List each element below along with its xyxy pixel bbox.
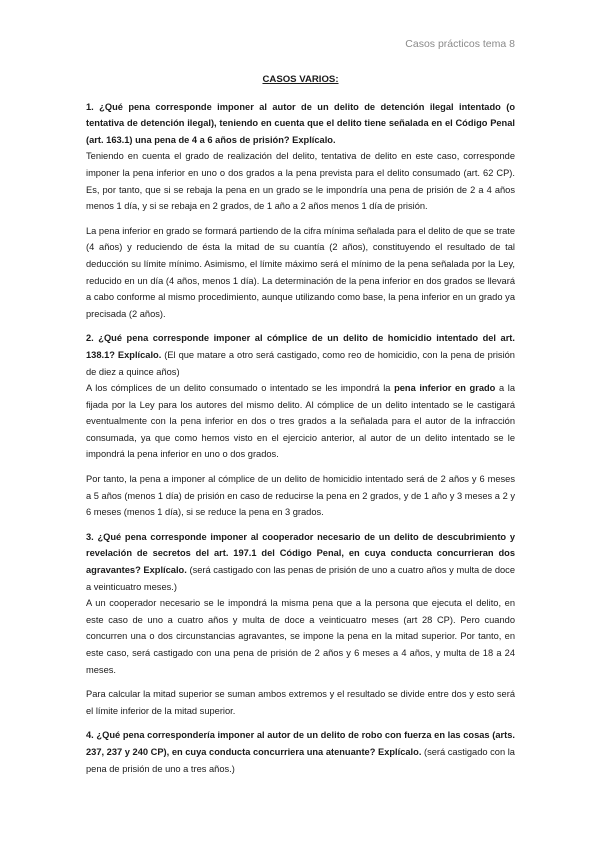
document-body: [86, 72, 515, 785]
case-3-question-note: (será castigado con las penas de prisión de uno a cuatro años y multa de doce a veinticuatro meses.): [86, 565, 515, 592]
case-2-p1-end: a la fijada por la Ley para los autores del mismo delito. Al cómplice de un delito intentado se le castigará eventualmente con la pena inferior en dos o tres grados a la señalada para el autor de la infracción consumada, ya que como hemos visto en el ejercicio anterior, al autor de un delito intentado se le impondrá la pena inferior en uno o dos grados.: [86, 383, 515, 460]
case-1-answer-paragraph-2: La pena inferior en grado se formará partiendo de la cifra mínima señalada para el delito de que se trate (4 años) y reduciendo de ésta la mitad de su cuantía (2 años), constituyendo el resultado de tal deducción su límite mínimo. Asimismo, el límite máximo será el mínimo de la pena señalada por la Ley, reducido en un día (4 años, menos 1 día). La determinación de la pena inferior en dos grados se llevará a cabo conforme al mismo procedimiento, aunque utilizando como base, la pena inferior en un grado ya precisada (2 años).: [86, 225, 515, 319]
case-4-question-text: 4. ¿Qué pena correspondería imponer al autor de un delito de robo con fuerza en las cosas (arts. 237, 237 y 240 CP), en cuya conducta concurriera una atenuante? Explícalo.: [86, 730, 515, 757]
document-title: CASOS VARIOS:: [262, 74, 339, 85]
case-2-answer-paragraph-1: [86, 380, 515, 463]
case-1-answer-paragraph-1: Teniendo en cuenta el grado de realización del delito, tentativa de delito en este caso, corresponde imponer la pena inferior en uno o dos grados a la pena prevista para el delito consumado (art. 62 CP). Es, por tanto, que si se rebaja la pena en un grado se le impondría una pena de prisión de 2 a 4 años menos 1 día, y si se rebaja en 2 grados, de 1 año a 2 años menos 1 día de prisión.: [86, 151, 515, 212]
case-4-question: [86, 727, 515, 777]
case-2: [86, 330, 515, 521]
case-2-answer-paragraph-2: Por tanto, la pena a imponer al cómplice de un delito de homicidio intentado será de 2 años y 6 meses a 5 años (menos 1 día) de prisión en caso de reducirse la pena en 2 grados, y de 1 año y 3 meses a 2 y 6 meses (menos 1 día), si se reduce la pena en 3 grados.: [86, 474, 515, 518]
case-2-p1-start: A los cómplices de un delito consumado o intentado se les impondrá la: [86, 383, 395, 394]
case-4: [86, 727, 515, 777]
case-2-p1-emphasis: pena inferior en grado: [394, 383, 496, 394]
running-header: Casos prácticos tema 8: [405, 38, 515, 50]
case-2-question: [86, 330, 515, 380]
case-3-answer-paragraph-2: Para calcular la mitad superior se suman ambos extremos y el resultado se divide entre dos y esto será el límite inferior de la mitad superior.: [86, 689, 515, 716]
case-3-question: [86, 529, 515, 595]
case-4-question-note: (será castigado con la pena de prisión de uno a tres años.): [86, 746, 515, 774]
case-1-question: 1. ¿Qué pena corresponde imponer al autor de un delito de detención ilegal intentado (o tentativa de detención ilegal), teniendo en cuenta que el delito tiene señalada en el Código Penal (art. 163.1) una pena de 4 a 6 años de prisión? Explícalo.: [86, 101, 515, 145]
case-3: [86, 529, 515, 720]
case-2-question-note: (El que matare a otro será castigado, como reo de homicidio, con la pena de prisión de diez a quince años): [86, 349, 515, 377]
case-3-answer-paragraph-1: A un cooperador necesario se le impondrá la misma pena que a la persona que ejecuta el delito, en este caso de uno a cuatro años y multa de doce a veinticuatro meses (art 28 CP). Pero cuando concurren una o dos circunstancias agravantes, se impone la pena en la mitad superior. Por tanto, en este caso, será castigado con una pena de prisión de 2 años y 6 meses a 4 años, y multa de 18 a 24 meses.: [86, 598, 515, 675]
case-3-question-text: 3. ¿Qué pena corresponde imponer al cooperador necesario de un delito de descubrimiento y revelación de secretos del art. 197.1 del Código Penal, en cuya conducta concurrieran dos agravantes? Explícalo.: [86, 531, 515, 576]
case-2-question-text: 2. ¿Qué pena corresponde imponer al cómplice de un delito de homicidio intentado del art. 138.1? Explícalo.: [86, 333, 515, 360]
case-1: [86, 99, 515, 323]
